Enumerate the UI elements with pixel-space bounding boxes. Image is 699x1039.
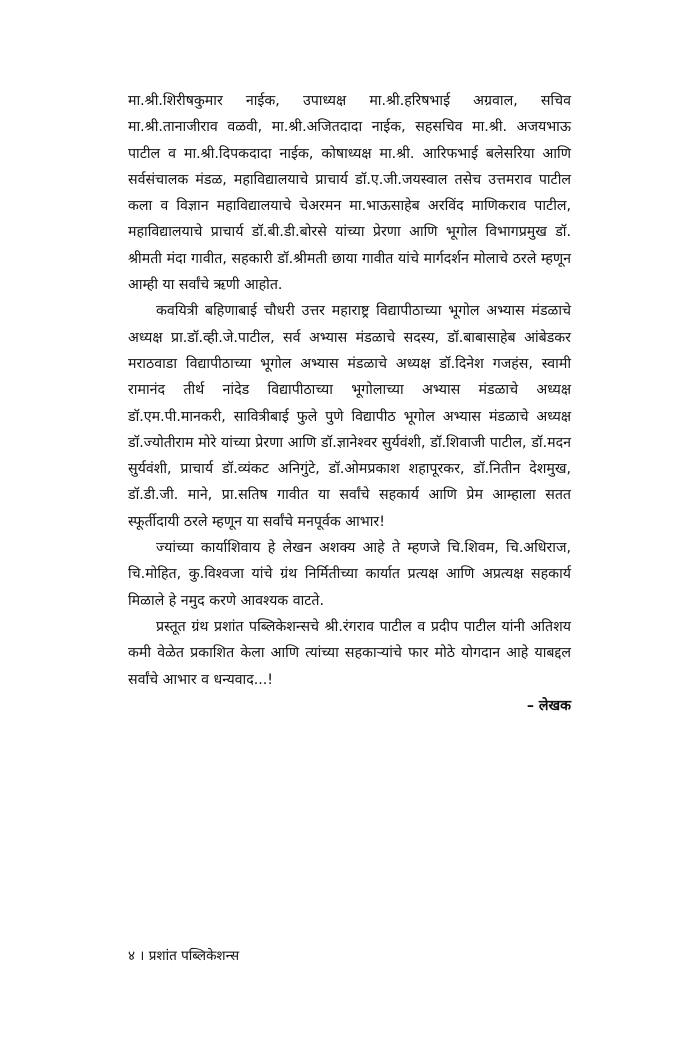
page-footer: ४ । प्रशांत पब्लिकेशन्स <box>128 948 240 964</box>
paragraph-acknowledgement-management: मा.श्री.शिरीषकुमार नाईक, उपाध्यक्ष मा.श्री.हरिषभाई अग्रवाल, सचिव मा.श्री.तानाजीराव वळवी, मा.श्री.अजितदादा नाईक, सहसचिव मा.श्री. अजयभाऊ पाटील व मा.श्री.दिपकदादा नाईक, कोषाध्यक्ष मा.श्री. आरिफभाई बलेसरिया आणि सर्वसंचालक मंडळ, महाविद्यालयाचे प्राचार्य डॉ.ए.जी.जयस्वाल तसेच उत्तमराव पाटील कला व विज्ञान महाविद्यालयाचे चेअरमन मा.भाऊसाहेब अरविंद माणिकराव पाटील, महाविद्यालयाचे प्राचार्य डॉ.बी.डी.बोरसे यांच्या प्रेरणा आणि भूगोल विभागप्रमुख डॉ. श्रीमती मंदा गावीत, सहकारी डॉ.श्रीमती छाया गावीत यांचे मार्गदर्शन मोलाचे ठरले म्हणून आम्ही या सर्वांचे ऋणी आहोत. <box>128 93 571 294</box>
paragraph-acknowledgement-family: ज्यांच्या कार्याशिवाय हे लेखन अशक्य आहे ते म्हणजे चि.शिवम, चि.अधिराज, चि.मोहित, कु.विश्वजा यांचे ग्रंथ निर्मितीच्या कार्यात प्रत्यक्ष आणि अप्रत्यक्ष सहकार्य मिळाले हे नमुद करणे आवश्यक वाटते. <box>128 540 571 609</box>
paragraph-acknowledgement-publisher: प्रस्तूत ग्रंथ प्रशांत पब्लिकेशन्सचे श्री.रंगराव पाटील व प्रदीप पाटील यांनी अतिशय कमी वेळेत प्रकाशित केला आणि त्यांच्या सहकाऱ्यांचे फार मोठे योगदान आहे याबद्दल सर्वांचे आभार व धन्यवाद...! <box>128 618 571 688</box>
paragraph-acknowledgement-study-board: कवयित्री बहिणाबाई चौधरी उत्तर महाराष्ट्र विद्यापीठाच्या भूगोल अभ्यास मंडळाचे अध्यक्ष प्रा.डॉ.व्ही.जे.पाटील, सर्व अभ्यास मंडळाचे सदस्य, डॉ.बाबासाहेब आंबेडकर मराठवाडा विद्यापीठाच्या भूगोल अभ्यास मंडळाचे अध्यक्ष डॉ.दिनेश गजहंस, स्वामी रामानंद तीर्थ नांदेड विद्यापीठाच्या भूगोलाच्या अभ्यास मंडळाचे अध्यक्ष डॉ.एम.पी.मानकरी, सावित्रीबाई फुले पुणे विद्यापीठ भूगोल अभ्यास मंडळाचे अध्यक्ष डॉ.ज्योतीराम मोरे यांच्या प्रेरणा आणि डॉ.ज्ञानेश्वर सुर्यवंशी, डॉ.शिवाजी पाटील, डॉ.मदन सुर्यवंशी, प्राचार्य डॉ.व्यंकट अनिगुंटे, डॉ.ओमप्रकाश शहापूरकर, डॉ.नितीन देशमुख, डॉ.डी.जी. माने, प्रा.सतिष गावीत या सर्वांचे सहकार्य आणि प्रेम आम्हाला सतत स्फूर्तीदायी ठरले म्हणून या सर्वांचे मनपूर्वक आभार! <box>128 303 571 530</box>
author-signature: – लेखक <box>526 697 571 714</box>
body-text <box>128 88 571 719</box>
